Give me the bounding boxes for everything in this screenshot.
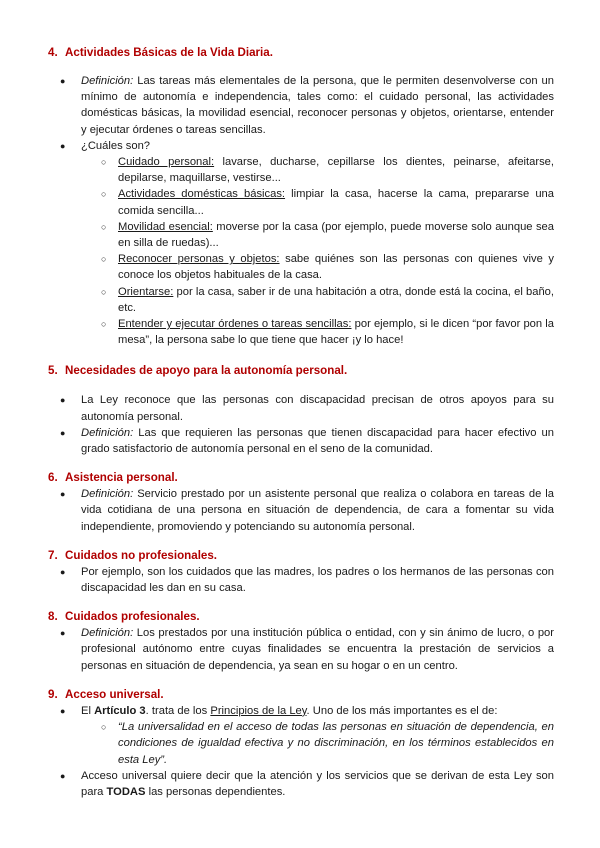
section-9-title: 9. Acceso universal. bbox=[48, 687, 164, 701]
bullet-icon: ● bbox=[60, 140, 66, 151]
section-6-list bbox=[48, 486, 554, 535]
bullet-icon: ● bbox=[60, 705, 66, 716]
section-4-sublist bbox=[48, 154, 554, 348]
circle-bullet-icon: ○ bbox=[101, 254, 107, 265]
list-item: ○ Actividades domésticas básicas: limpiar la casa, hacerse la cama, prepararse una comida sencilla... bbox=[101, 188, 554, 217]
list-item: ○ Cuidado personal: lavarse, ducharse, cepillarse los dientes, peinarse, afeitarse, depilarse, maquillarse, vestirse... bbox=[101, 156, 555, 185]
section-8-title: 8. Cuidados profesionales. bbox=[48, 610, 200, 624]
list-item: ● Acceso universal quiere decir que la atención y los servicios que se derivan de esta Ley son para TODAS las personas dependientes. bbox=[60, 769, 554, 798]
section-5-title: 5. Necesidades de apoyo para la autonomía personal. bbox=[48, 364, 348, 378]
list-item: ● ¿Cuáles son? bbox=[48, 138, 554, 154]
list-item: ● Definición: Las que requieren las personas que tienen discapacidad para hacer efectivo un grado satisfactorio de autonomía personal en el seno de la comunidad. bbox=[60, 426, 554, 456]
bullet-icon: ● bbox=[60, 770, 66, 781]
circle-bullet-icon: ○ bbox=[101, 157, 107, 168]
circle-bullet-icon: ○ bbox=[101, 319, 107, 330]
circle-bullet-icon: ○ bbox=[101, 189, 107, 200]
bullet-icon: ● bbox=[60, 395, 66, 406]
section-4-list bbox=[48, 73, 554, 154]
list-item: ○ Movilidad esencial: moverse por la casa (por ejemplo, puede moverse solo aunque sea en silla de ruedas)... bbox=[101, 220, 554, 250]
bullet-icon: ● bbox=[60, 628, 66, 639]
section-9-list-2 bbox=[48, 768, 554, 800]
circle-bullet-icon: ○ bbox=[101, 221, 107, 232]
list-item: ● Definición: Las tareas más elementales de la persona, que le permiten desenvolverse con un mínimo de autonomía e independencia, tales como: el cuidado personal, las actividades domésticas básicas, la movilidad esencial, reconocer personas y objetos, orientarse, entender y ejecutar órdenes o tareas sencillas. bbox=[60, 75, 554, 136]
list-item: ○ Reconocer personas y objetos: sabe quiénes son las personas con quienes vive y conoce los objetos habituales de la casa. bbox=[101, 253, 554, 282]
circle-bullet-icon: ○ bbox=[101, 286, 107, 297]
bullet-icon: ● bbox=[60, 427, 66, 438]
list-item: ● Definición: Los prestados por una institución pública o entidad, con y sin ánimo de lucro, o por profesional autónomo entre cuyas finalidades se encuentra la prestación de servicios a personas en situación de dependencia, ya sean en su hogar o en un centro. bbox=[60, 627, 554, 672]
list-item: ○ “La universalidad en el acceso de todas las personas en situación de dependencia, en condiciones de igualdad efectiva y no discriminación, en los términos establecidos en esta Ley”. bbox=[101, 721, 554, 766]
section-5-list bbox=[48, 392, 554, 457]
section-6-title: 6. Asistencia personal. bbox=[48, 471, 178, 485]
section-8-list bbox=[48, 625, 554, 674]
list-item: ○ Orientarse: por la casa, saber ir de una habitación a otra, donde está la cocina, el baño, etc. bbox=[101, 285, 554, 314]
section-4-title: 4. Actividades Básicas de la Vida Diaria. bbox=[48, 46, 273, 59]
section-9-sublist bbox=[48, 719, 554, 768]
bullet-icon: ● bbox=[60, 566, 66, 577]
section-9-list bbox=[48, 703, 554, 719]
bullet-icon: ● bbox=[60, 489, 66, 500]
list-item: ● Definición: Servicio prestado por un asistente personal que realiza o colabora en tareas de la vida cotidiana de una persona en situación de dependencia, de cara a fomentar su vida independiente, promoviendo y potenciando su autonomía personal. bbox=[60, 488, 554, 533]
bullet-icon: ● bbox=[60, 76, 66, 86]
section-7-title: 7. Cuidados no profesionales. bbox=[48, 548, 218, 562]
list-item: ● Por ejemplo, son los cuidados que las madres, los padres o los hermanos de las personas con discapacidad les dan en su casa. bbox=[60, 565, 554, 595]
list-item: ● El Artículo 3. trata de los Principios de la Ley. Uno de los más importantes es el de: bbox=[48, 703, 554, 719]
section-7-list bbox=[48, 564, 554, 596]
list-item: ○ Entender y ejecutar órdenes o tareas sencillas: por ejemplo, si le dicen “por favor pon la mesa”, la persona sabe lo que tiene que hacer ¡y lo hace! bbox=[101, 318, 554, 347]
circle-bullet-icon: ○ bbox=[101, 722, 107, 733]
list-item: ● La Ley reconoce que las personas con discapacidad precisan de otros apoyos para su autonomía personal. bbox=[60, 394, 554, 423]
